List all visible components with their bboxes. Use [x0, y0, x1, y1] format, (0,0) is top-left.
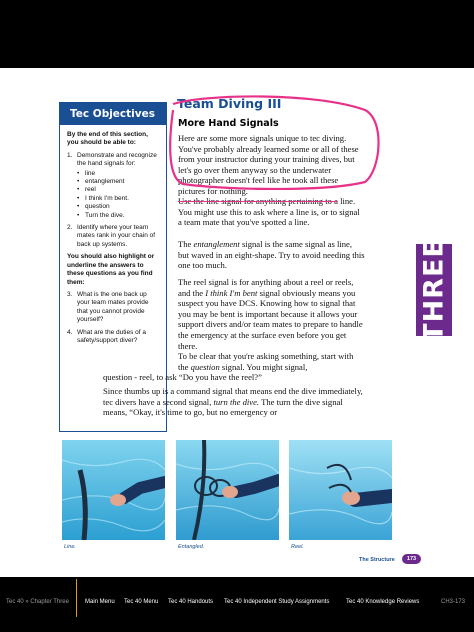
photo-line: [62, 440, 165, 540]
objective-item: 2. Identify where your team mates rank in your chain of back up systems.: [67, 224, 156, 248]
top-bar: [0, 0, 474, 68]
paragraph-intro: Here are some more signals unique to tec diving. You've probably already learned some or all of these from your instructor during your training dives, but let's go over them anyway so the underwater photographer doesn't feel like he took all these pictures for nothing.: [178, 133, 359, 196]
breadcrumb[interactable]: Tec 40 » Chapter Three: [6, 599, 69, 605]
document-page: [0, 68, 474, 577]
pink-annotation-circle: [165, 90, 383, 190]
photo-caption: Line.: [64, 544, 76, 550]
nav-knowledge-reviews[interactable]: Tec 40 Knowledge Reviews: [346, 599, 420, 605]
paragraph-line: Use the line signal for anything pertaining to a line. You might use this to ask where a line is, or to signal a team mate that you've spotted a line.: [178, 196, 360, 228]
signal-list: [77, 170, 160, 220]
chapter-tab: THREE: [416, 244, 452, 336]
signal-item: • entanglement: [77, 178, 125, 186]
highlight-note: You should also highlight or underline the answers to these questions as you find them:: [67, 253, 155, 286]
signal-item: • reel: [77, 186, 96, 194]
paragraph-question-cont: question - reel, to ask “Do you have the reel?”: [103, 372, 262, 382]
nav-divider: [76, 579, 77, 617]
section-subtitle: More Hand Signals: [178, 118, 279, 129]
signal-item: • question: [77, 203, 110, 211]
signal-item: • I think I'm bent.: [77, 194, 129, 202]
signal-item: • line: [77, 169, 96, 177]
paragraph-question: To be clear that you're asking something, start with the question signal. You might signal,: [178, 351, 354, 372]
objective-item: 1. Demonstrate and recognize the hand signals for: • line • entanglement • reel • I think I'm bent. • question • Turn the dive.: [67, 152, 160, 220]
page-number-badge: 173: [402, 554, 421, 564]
photo-entangled: [176, 440, 279, 540]
photo-caption: Reel.: [291, 544, 304, 550]
nav-main-menu[interactable]: Main Menu: [85, 599, 115, 605]
bottom-nav-bar: [0, 577, 474, 632]
page-reference: CH3-173: [441, 599, 466, 605]
paragraph-reel: The reel signal is for anything about a reel or reels, and the I think I'm bent signal obviously means you suspect you have DCS. Knowing how to signal that you may be bent is important because it allows your support divers and/or team mates to prepare to handle the emergency at the surface even before you get there.: [178, 277, 363, 351]
objectives-intro: By the end of this section, you should be able to:: [67, 131, 148, 147]
objective-item: 4. What are the duties of a safety/support diver?: [67, 328, 147, 344]
paragraph-turn-dive: Since thumbs up is a command signal that means end the dive immediately, tec divers have a second signal, turn the dive. The turn the dive signal means, “Okay, it's time to go, but no emergency or: [103, 386, 363, 418]
photo-reel: [289, 440, 392, 540]
nav-independent-study[interactable]: Tec 40 Independent Study Assignments: [224, 599, 330, 605]
signal-item: • Turn the dive.: [77, 211, 125, 219]
section-footer: The Structure: [359, 557, 395, 563]
page-title: Team Diving III: [177, 96, 282, 111]
paragraph-entanglement: The entanglement signal is the same signal as line, but waved in an eight-shape. Try to avoid needing this one too much.: [178, 239, 365, 271]
nav-tec40-handouts[interactable]: Tec 40 Handouts: [168, 599, 214, 605]
nav-tec40-menu[interactable]: Tec 40 Menu: [124, 599, 159, 605]
struck-text: Use the line signal for anything pertaining to a: [178, 196, 338, 206]
photo-caption: Entangled.: [178, 544, 205, 550]
objective-item: 3. What is the one back up your team mates provide that you cannot provide yourself?: [67, 290, 149, 324]
objectives-title: Tec Objectives: [60, 103, 166, 125]
